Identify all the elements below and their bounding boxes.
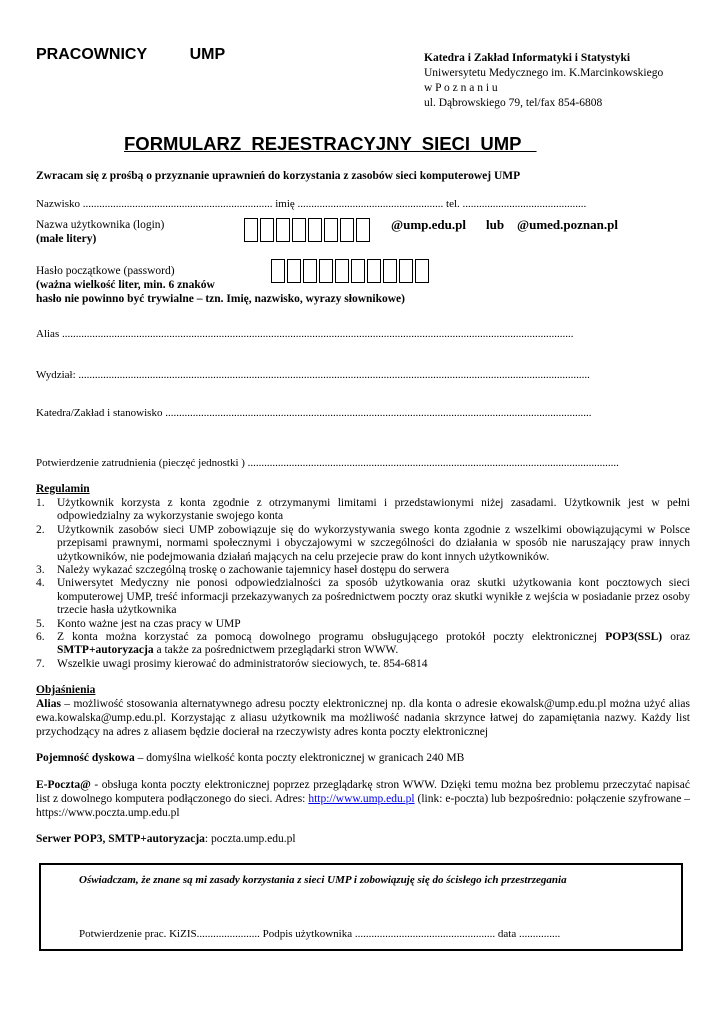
quota-explanation: Pojemność dyskowa – domyślna wielkość konta poczty elektronicznej w granicach 240 MB xyxy=(36,752,465,764)
header-street: ul. Dąbrowskiego 79, tel/fax 854-6808 xyxy=(424,97,603,109)
rule-item: 5. Konto ważne jest na czas pracy w UMP xyxy=(36,617,241,630)
rule-item: 3. Należy wykazać szczególną troskę o zachowanie tajemnicy haseł dostępu do serwera xyxy=(36,564,450,577)
login-note: (małe litery) xyxy=(36,233,97,245)
signature-line[interactable]: Potwierdzenie prac. KiZIS....................... Podpis użytkownika ................................................... data ............... xyxy=(79,928,561,940)
char-box[interactable] xyxy=(260,218,274,242)
header-dept: Katedra i Zakład Informatyki i Statystyki xyxy=(424,52,631,64)
password-boxes[interactable] xyxy=(271,259,431,283)
declaration-box xyxy=(39,863,683,951)
page-title: FORMULARZ REJESTRACYJNY SIECI UMP xyxy=(124,133,537,154)
header-city: w P o z n a n i u xyxy=(424,82,498,94)
char-box[interactable] xyxy=(303,259,317,283)
rule-item: 6. Z konta można korzystać za pomocą dowolnego programu obsługującego protokół poczty elektronicznej POP3(SSL) oraz SMTP+autoryzacja a także za pośrednictwem przeglądarki stron WWW. xyxy=(36,631,690,657)
password-label: Hasło początkowe (password) xyxy=(36,265,175,277)
password-note-1: (ważna wielkość liter, min. 6 znaków xyxy=(36,279,215,291)
header-university: Uniwersytetu Medycznego im. K.Marcinkowskiego xyxy=(424,67,664,79)
login-label: Nazwa użytkownika (login) xyxy=(36,219,165,231)
rule-item: 4. Uniwersytet Medyczny nie ponosi odpowiedzialności za sposób użytkowania oraz skutki użytkowania kont pocztowych sieci komputerowej UMP, treść informacji przekazywanych za pośrednictwem poczty oraz skutki wynikłe z wejścia w posiadanie przez osoby trzecie hasła użytkownika xyxy=(36,577,690,617)
password-note-2: hasło nie powinno być trywialne – tzn. Imię, nazwisko, wyrazy słownikowe) xyxy=(36,293,405,305)
employment-field[interactable]: Potwierdzenie zatrudnienia (pieczęć jednostki ) ....................................................................................................................................... xyxy=(36,457,619,469)
domain-or: lub xyxy=(486,217,505,232)
server-explanation: Serwer POP3, SMTP+autoryzacja: poczta.ump.edu.pl xyxy=(36,833,296,845)
alias-explanation: Alias – możliwość stosowania alternatywnego adresu poczty elektronicznej np. dla konta o adresie ekowalsk@ump.edu.pl można użyć alias ewa.kowalska@ump.edu.pl. Korzystając z aliasu użytkownik ma możliwość nadania skrzynce łatwej do zapamiętania nazwy. Każdy list przychodzący na adres z aliasem będzie docierał na rzeczywisty adres konta poczty elektronicznej xyxy=(36,698,690,738)
char-box[interactable] xyxy=(383,259,397,283)
header-address xyxy=(424,51,663,111)
char-box[interactable] xyxy=(340,218,354,242)
rule-item: 7. Wszelkie uwagi prosimy kierować do administratorów sieciowych, te. 854-6814 xyxy=(36,657,428,670)
char-box[interactable] xyxy=(415,259,429,283)
domain-ump: @ump.edu.pl xyxy=(391,217,466,232)
header-left xyxy=(36,46,225,64)
char-box[interactable] xyxy=(356,218,370,242)
char-box[interactable] xyxy=(367,259,381,283)
rules-list xyxy=(36,497,690,671)
char-box[interactable] xyxy=(287,259,301,283)
char-box[interactable] xyxy=(351,259,365,283)
rules-heading: Regulamin xyxy=(36,483,90,495)
faculty-field[interactable]: Wydział: .......................................................................................................................................................................................... xyxy=(36,369,590,381)
char-box[interactable] xyxy=(292,218,306,242)
domain-umed: @umed.poznan.pl xyxy=(517,217,618,232)
char-box[interactable] xyxy=(276,218,290,242)
rule-item: 1. Użytkownik korzysta z konta zgodnie z otrzymanymi limitami i przedstawionymi niżej zasadami. Użytkownik jest w pełni odpowiedzialny za wykorzystanie swojego konta xyxy=(36,497,690,523)
char-box[interactable] xyxy=(308,218,322,242)
header-ump: UMP xyxy=(189,46,226,63)
rule-item: 2. Użytkownik zasobów sieci UMP zobowiązuje się do wykorzystywania swego konta zgodnie z wszelkimi obowiązującymi w Polsce przepisami prawnymi, normami społecznymi i obyczajowymi w szczególności do działania w sposób nie naruszający praw innych użytkowników, nie podejmowania działań mających na celu przejecie praw do kont innych użytkowników. xyxy=(36,523,690,563)
declaration-statement: Oświadczam, że znane są mi zasady korzystania z sieci UMP i zobowiązuję się do ścisłego ich przestrzegania xyxy=(79,874,567,886)
login-boxes[interactable] xyxy=(244,218,372,242)
epoczta-explanation: E-Poczta@ - obsługa konta poczty elektronicznej poprzez przeglądarkę stron WWW. Dzięki temu można bez problemu przeczytać napisać list z dowolnego komputera podłączonego do sieci. Adres: http://www.ump.edu.pl (link: e-poczta) lub bezpośrednio: połączenie szyfrowane – https://www.poczta.ump.edu.pl xyxy=(36,779,690,819)
department-field[interactable]: Katedra/Zakład i stanowisko ........................................................................................................................................................... xyxy=(36,407,592,419)
intro-text: Zwracam się z prośbą o przyznanie uprawnień do korzystania z zasobów sieci komputerowej UMP xyxy=(36,170,521,182)
header-employees: PRACOWNICY xyxy=(36,46,148,63)
char-box[interactable] xyxy=(324,218,338,242)
ump-link[interactable]: http://www.ump.edu.pl xyxy=(308,793,415,805)
char-box[interactable] xyxy=(319,259,333,283)
explanations-heading: Objaśnienia xyxy=(36,684,96,696)
name-field-line[interactable]: Nazwisko ..................................................................... imię ..................................................... tel. ............................................. xyxy=(36,198,587,210)
char-box[interactable] xyxy=(335,259,349,283)
char-box[interactable] xyxy=(399,259,413,283)
char-box[interactable] xyxy=(271,259,285,283)
char-box[interactable] xyxy=(244,218,258,242)
alias-field[interactable]: Alias .......................................................................................................................................................................................... xyxy=(36,328,574,340)
